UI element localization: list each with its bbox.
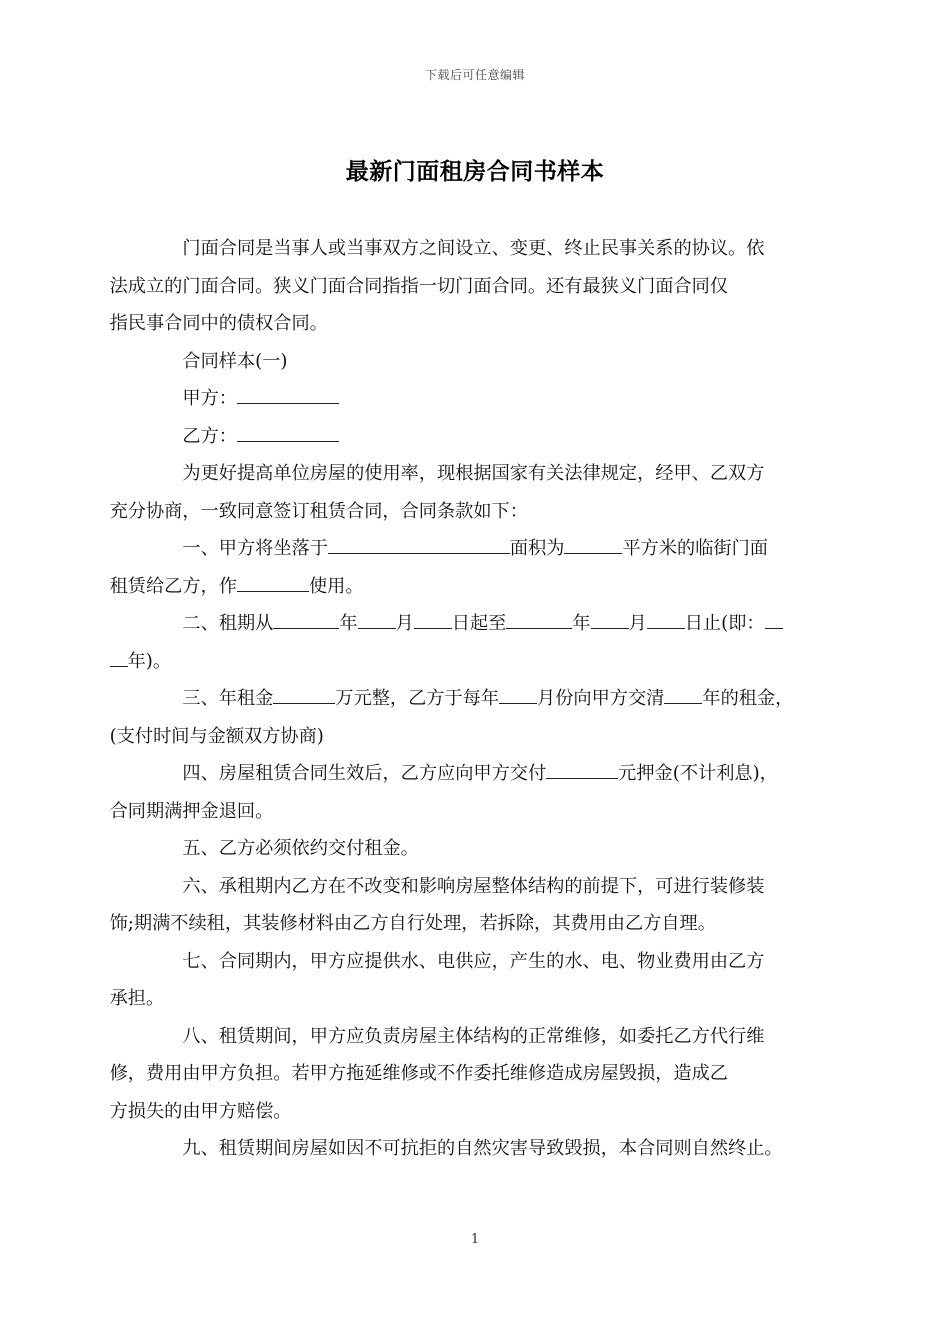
clause-2-text: 年)。 — [127, 650, 172, 672]
sample-heading: 合同样本(一) — [182, 350, 288, 372]
intro-paragraph — [109, 230, 826, 343]
rent-blank — [273, 683, 335, 704]
clause-4-line: 合同期满押金退回。 — [109, 800, 274, 822]
intro-line: 法成立的门面合同。狭义门面合同指指一切门面合同。还有最狭义门面合同仅 — [109, 275, 728, 297]
document-body — [109, 230, 826, 1168]
clause-2-line — [110, 651, 171, 672]
clause-3-line: (支付时间与金额双方协商) — [109, 725, 324, 747]
intro-line: 指民事合同中的债权合同。 — [109, 313, 328, 334]
intro-line: 门面合同是当事人或当事双方之间设立、变更、终止民事关系的协议。依 — [182, 238, 765, 259]
clause-2-text: 月 — [628, 613, 647, 634]
party-b-blank — [237, 421, 339, 442]
location-blank — [328, 533, 510, 554]
clause-8-line: 方损失的由甲方赔偿。 — [109, 1100, 292, 1122]
end-year-blank — [506, 608, 572, 629]
clause-6 — [109, 868, 826, 943]
clause-7 — [109, 943, 826, 1018]
clause-3-line — [182, 688, 793, 709]
clause-2-text: 年 — [572, 613, 591, 634]
clause-1-text: 一、甲方将坐落于 — [182, 538, 328, 559]
clause-9 — [146, 1130, 826, 1168]
clause-5: 五、乙方必须依约交付租金。 — [182, 838, 419, 859]
clause-4-text: 四、房屋租赁合同生效后，乙方应向甲方交付 — [182, 763, 547, 784]
party-a-label: 甲方： — [182, 388, 237, 409]
clause-2-text: 日起至 — [451, 613, 507, 634]
usage-blank — [237, 571, 309, 592]
deposit-blank — [546, 758, 618, 779]
clause-6-line: 饰;期满不续租，其装修材料由乙方自行处理，若拆除，其费用由乙方自理。 — [109, 913, 716, 934]
clause-2-text: 月 — [395, 613, 414, 634]
clause-2-text: 二、租期从 — [182, 613, 274, 634]
party-a-line — [146, 380, 826, 418]
clause-1-line — [182, 538, 768, 559]
clause-1 — [109, 530, 826, 605]
area-blank — [564, 533, 622, 554]
clause-8 — [109, 1018, 826, 1131]
clause-2-text: 日止(即： — [684, 613, 765, 634]
end-month-blank — [591, 608, 629, 629]
clause-6-line: 六、承租期内乙方在不改变和影响房屋整体结构的前提下，可进行装修装 — [182, 875, 765, 897]
download-note: 下载后可任意编辑 — [424, 68, 525, 82]
clause-1-text: 面积为 — [509, 538, 565, 559]
clause-8-line: 修，费用由甲方负担。若甲方拖延维修或不作委托维修造成房屋毁损，造成乙 — [109, 1063, 728, 1084]
end-day-blank — [647, 608, 685, 629]
duration-blank-part — [110, 646, 128, 667]
party-b-label: 乙方： — [182, 425, 237, 447]
party-a-blank — [237, 383, 339, 404]
clause-1-text: 租赁给乙方，作 — [109, 575, 237, 597]
clause-2-line — [182, 613, 782, 634]
clause-8-line: 八、租赁期间，甲方应负责房屋主体结构的正常维修，如委托乙方代行维 — [182, 1025, 765, 1047]
start-year-blank — [273, 608, 339, 629]
clause-1-line — [110, 576, 364, 597]
clause-3-text: 月份向甲方交清 — [537, 688, 665, 709]
duration-blank-part — [765, 608, 783, 629]
clause-4 — [109, 755, 826, 830]
preamble-line: 充分协商，一致同意签订租赁合同，合同条款如下： — [109, 500, 528, 522]
document-title: 最新门面租房合同书样本 — [345, 158, 605, 185]
clause-2-text: 年 — [339, 613, 358, 634]
clause-1-text: 平方米的临街门面 — [622, 538, 768, 559]
clause-2 — [127, 605, 826, 680]
clause-7-line: 承担。 — [109, 988, 165, 1009]
payment-year-blank — [664, 683, 702, 704]
start-day-blank — [414, 608, 452, 629]
clause-3-text: 三、年租金 — [182, 688, 274, 709]
start-month-blank — [358, 608, 396, 629]
payment-month-blank — [499, 683, 537, 704]
clause-1-text: 使用。 — [308, 575, 364, 597]
clause-4-line — [182, 763, 777, 784]
preamble-line: 为更好提高单位房屋的使用率，现根据国家有关法律规定，经甲、乙双方 — [182, 463, 765, 484]
clause-3 — [109, 680, 826, 755]
clause-9-line: 九、租赁期间房屋如因不可抗拒的自然灾害导致毁损，本合同则自然终止。 — [182, 1138, 783, 1159]
party-b-line — [146, 418, 826, 456]
clause-4-text: 元押金(不计利息)， — [618, 763, 778, 784]
clause-7-line: 七、合同期内，甲方应提供水、电供应，产生的水、电、物业费用由乙方 — [182, 950, 765, 972]
preamble-paragraph — [109, 455, 826, 530]
clause-3-text: 万元整，乙方于每年 — [335, 688, 500, 709]
clause-3-text: 年的租金， — [702, 688, 794, 709]
page-number: 1 — [470, 1232, 480, 1247]
